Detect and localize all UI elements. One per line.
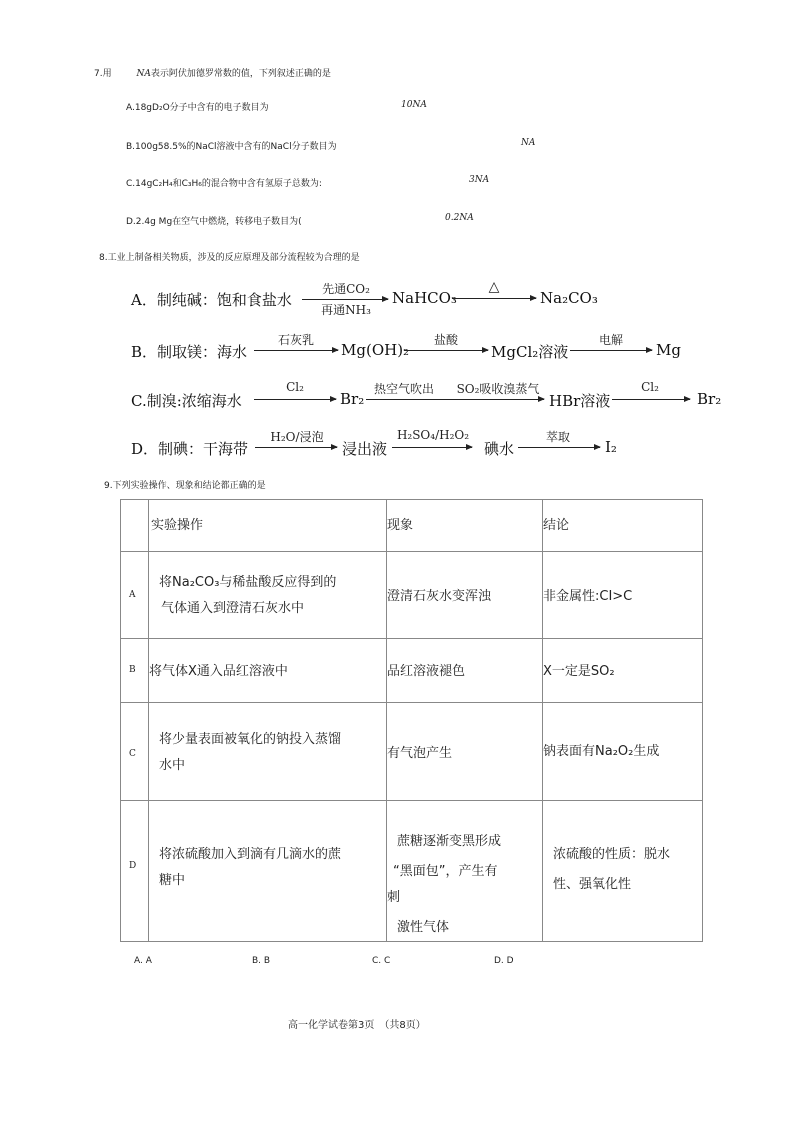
table-row (121, 552, 703, 639)
row-b-option: B (129, 665, 136, 675)
q8-c-arrow1 (254, 399, 336, 400)
row-a-conclusion-cell (543, 552, 703, 639)
q8-d-arrow3 (518, 447, 600, 448)
q8-c-arrow2-top: 热空气吹出 (373, 382, 434, 396)
row-b-conclusion: X一定是SO₂ (543, 664, 615, 679)
row-b-operation-cell (149, 639, 387, 703)
q9-stem: 9.下列实验操作、现象和结论都正确的是 (104, 481, 266, 491)
q9-choice-b: B. B (252, 956, 271, 966)
experiment-table (120, 499, 703, 942)
q8-d-end: I₂ (605, 438, 617, 456)
q8-b-mid2: MgCl₂溶液 (491, 343, 569, 361)
q8-b-arrow2 (404, 350, 488, 351)
header-phenomenon: 现象 (387, 518, 414, 533)
q8-d-arrow2-top: H₂SO₄/H₂O₂ (396, 428, 470, 442)
row-a-option: A (129, 590, 136, 600)
row-d-phenomenon-line3: 刺 (387, 890, 401, 905)
q8-d-arrow1 (255, 447, 337, 448)
row-b-operation: 将气体X通入品红溶液中 (149, 664, 288, 679)
q8-c-mid2: HBr溶液 (549, 392, 611, 410)
q7-option-b: B.100g58.5%的NaCl溶液中含有的NaCl分子数目为 (126, 142, 337, 152)
q8-option-a-label: A．制纯碱：饱和食盐水 (131, 291, 292, 309)
q8-a-arrow1-top: 先通CO₂ (322, 282, 370, 296)
row-b-conclusion-cell (543, 639, 703, 703)
q8-b-arrow3-top: 电解 (598, 333, 623, 347)
row-c-conclusion: 钠表面有Na₂O₂生成 (543, 744, 660, 759)
row-d-conclusion-line2: 性、强氧化性 (553, 877, 632, 892)
q8-d-arrow3-top: 萃取 (545, 430, 570, 444)
q7-stem (94, 66, 331, 79)
row-c-phenomenon-cell (387, 703, 543, 801)
q7-option-a-value: 10NA (401, 100, 427, 110)
q8-a-arrow1-bottom: 再通NH₃ (321, 303, 371, 317)
row-c-option-cell (121, 703, 149, 801)
q8-a-arrow2 (452, 298, 536, 299)
table-row (121, 639, 703, 703)
q9-choice-c: C. C (372, 956, 391, 966)
q8-c-mid1: Br₂ (340, 390, 365, 408)
q8-b-arrow3 (570, 350, 652, 351)
row-b-phenomenon: 品红溶液褪色 (387, 664, 466, 679)
q8-stem: 8.工业上制备相关物质，涉及的反应原理及部分流程较为合理的是 (99, 253, 360, 263)
q8-a-arrow1 (302, 299, 388, 300)
q8-a-end: Na₂CO₃ (540, 289, 598, 307)
row-b-phenomenon-cell (387, 639, 543, 703)
q8-d-mid2: 碘水 (484, 440, 515, 458)
row-d-operation-line2: 糖中 (159, 873, 186, 888)
row-d-phenomenon-line1: 蔗糖逐渐变黑形成 (397, 834, 502, 849)
row-a-phenomenon: 澄清石灰水变浑浊 (387, 589, 492, 604)
row-a-phenomenon-cell (387, 552, 543, 639)
q8-c-arrow1-top: Cl₂ (286, 380, 304, 394)
q8-d-mid1: 浸出液 (342, 440, 388, 458)
row-a-operation-line2: 气体通入到澄清石灰水中 (161, 601, 305, 616)
q9-choice-d: D. D (494, 956, 514, 966)
row-c-conclusion-cell (543, 703, 703, 801)
row-b-option-cell (121, 639, 149, 703)
q7-na: NA (136, 69, 151, 79)
q7-option-d: D.2.4g Mg在空气中燃烧，转移电子数目为( (126, 217, 302, 227)
table-row (121, 801, 703, 942)
q8-c-end: Br₂ (697, 390, 722, 408)
page-footer: 高一化学试卷第3页 （共8页） (288, 1020, 426, 1031)
row-d-option: D (129, 861, 137, 871)
q8-option-b-label: B．制取镁：海水 (131, 343, 248, 361)
row-a-option-cell (121, 552, 149, 639)
q7-option-c: C.14gC₂H₄和C₃H₆的混合物中含有氢原子总数为: (126, 179, 322, 189)
q8-c-arrow3-top: SO₂吸收溴蒸气 (456, 382, 540, 396)
header-phenomenon-cell (387, 500, 543, 552)
q8-a-mid: NaHCO₃ (392, 289, 457, 307)
q8-b-arrow2-top: 盐酸 (433, 333, 458, 347)
row-c-operation-cell (149, 703, 387, 801)
q8-option-c-label: C.制溴:浓缩海水 (131, 392, 242, 410)
q7-option-b-value: NA (521, 138, 536, 148)
q9-choice-a: A. A (134, 956, 152, 966)
q8-c-arrow2 (366, 399, 544, 400)
table-row (121, 703, 703, 801)
q8-d-arrow1-top: H₂O/浸泡 (270, 430, 324, 444)
row-c-operation-line1: 将少量表面被氧化的钠投入蒸馏 (159, 732, 342, 747)
row-d-phenomenon-line2: “黑面包”，产生有 (393, 864, 498, 879)
header-conclusion-cell (543, 500, 703, 552)
q7-stem-text: 表示阿伏加德罗常数的值，下列叙述正确的是 (150, 69, 331, 79)
q8-b-end: Mg (656, 341, 681, 359)
q8-d-arrow2 (392, 447, 472, 448)
header-operation: 实验操作 (151, 518, 204, 533)
q7-option-d-value: 0.2NA (445, 213, 474, 223)
q8-b-arrow1-top: 石灰乳 (277, 333, 314, 347)
row-a-conclusion: 非金属性:CI>C (543, 589, 633, 604)
q7-option-a: A.18gD₂O分子中含有的电子数目为 (126, 103, 269, 113)
row-c-operation-line2: 水中 (159, 758, 186, 773)
row-d-conclusion-line1: 浓硫酸的性质：脱水 (553, 847, 671, 862)
table-header-row (121, 500, 703, 552)
row-d-operation-cell (149, 801, 387, 942)
q8-c-arrow4-top: Cl₂ (641, 380, 659, 394)
q8-a-arrow2-top: △ (488, 279, 500, 295)
row-d-conclusion-cell (543, 801, 703, 942)
row-d-phenomenon-line4: 激性气体 (397, 920, 450, 935)
row-c-phenomenon: 有气泡产生 (387, 746, 453, 761)
header-operation-cell (149, 500, 387, 552)
row-a-operation-cell (149, 552, 387, 639)
q8-c-arrow4 (612, 399, 690, 400)
q7-num: 7.用 (94, 69, 112, 79)
row-d-option-cell (121, 801, 149, 942)
header-blank-cell (121, 500, 149, 552)
q8-b-mid1: Mg(OH)₂ (341, 341, 410, 359)
row-a-operation-line1: 将Na₂CO₃与稀盐酸反应得到的 (159, 575, 337, 590)
q8-option-d-label: D．制碘：干海带 (131, 440, 249, 458)
header-conclusion: 结论 (543, 518, 570, 533)
q8-b-arrow1 (254, 350, 338, 351)
row-d-phenomenon-cell (387, 801, 543, 942)
row-c-option: C (129, 749, 136, 759)
row-d-operation-line1: 将浓硫酸加入到滴有几滴水的蔗 (159, 847, 342, 862)
q7-option-c-value: 3NA (469, 175, 490, 185)
